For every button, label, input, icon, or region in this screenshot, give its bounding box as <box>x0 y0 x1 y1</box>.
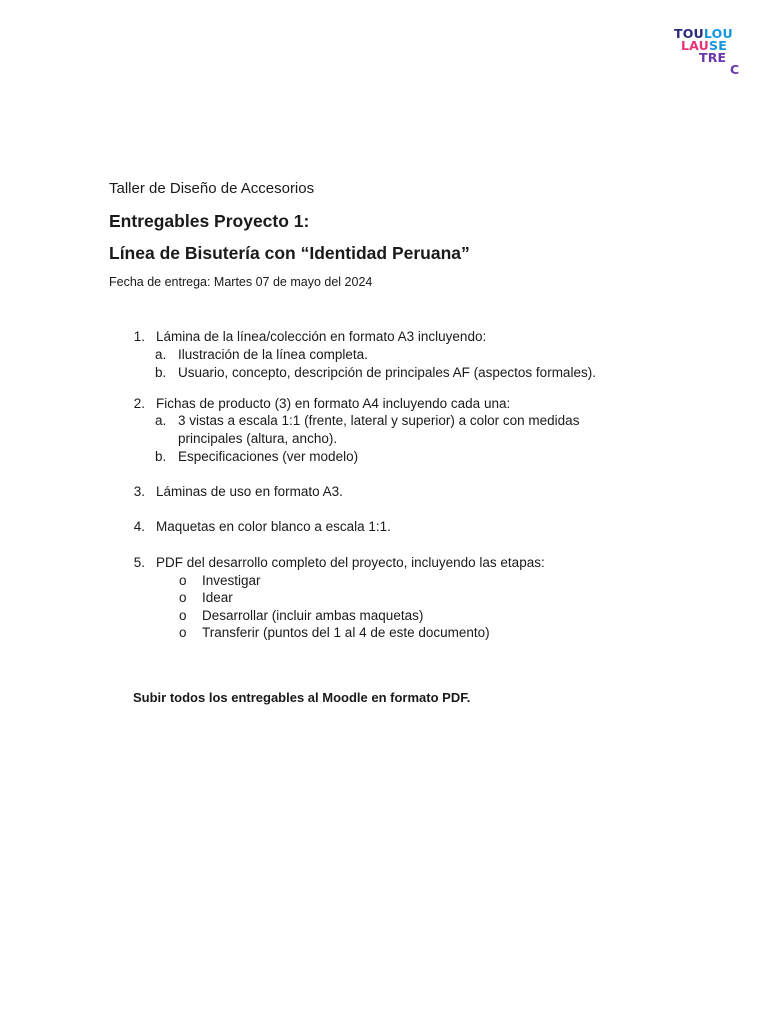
project-subtitle: Línea de Bisutería con “Identidad Peruana” <box>109 243 470 263</box>
due-date: Fecha de entrega: Martes 07 de mayo del 2024 <box>109 275 373 289</box>
submission-note: Subir todos los entregables al Moodle en formato PDF. <box>133 690 471 705</box>
toulouse-lautrec-logo: TOULOU LAUSE TRE C <box>674 26 740 77</box>
document-title: Entregables Proyecto 1: <box>109 211 310 231</box>
course-name: Taller de Diseño de Accesorios <box>109 180 315 197</box>
